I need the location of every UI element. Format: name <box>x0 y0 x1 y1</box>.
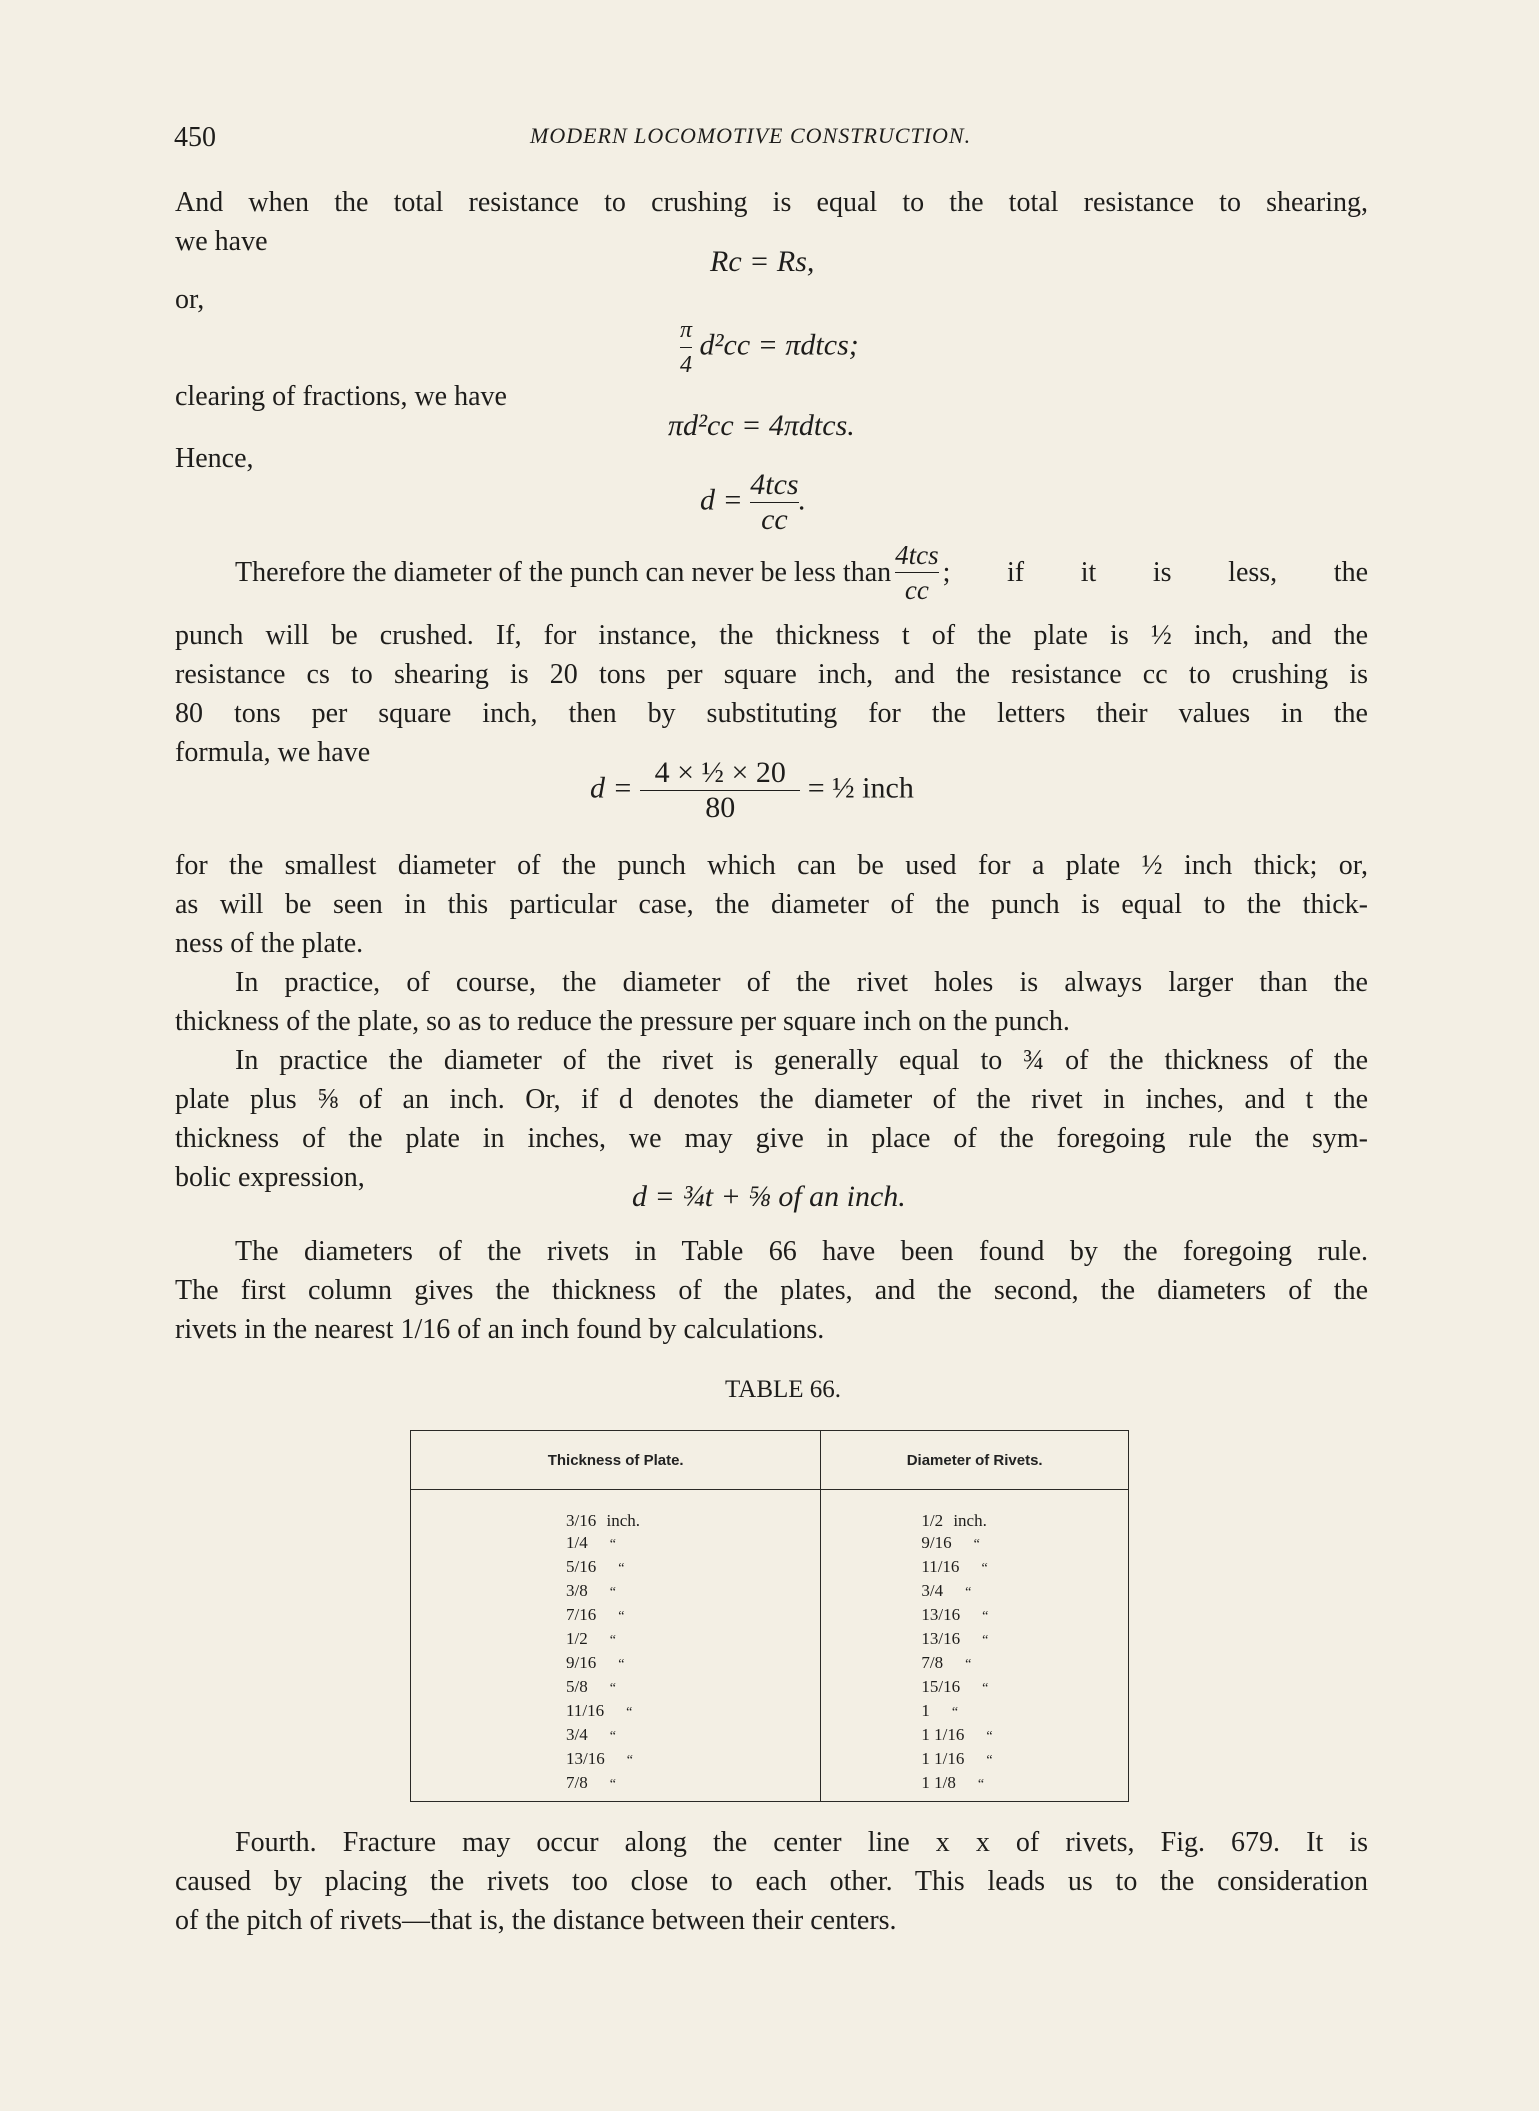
text-line: 80 tons per square inch, then by substituting for the letters their values in the <box>175 698 1368 729</box>
text-line: caused by placing the rivets too close to each other. This leads us to the consideration <box>175 1866 1368 1897</box>
fraction-denominator: cc <box>904 575 929 605</box>
table-value: 13/16 <box>921 1629 961 1648</box>
table-cell <box>566 1724 819 1748</box>
unit-label: inch. <box>602 1511 641 1530</box>
text-line: as will be seen in this particular case, the diameter of the punch is equal to the thick- <box>175 889 1368 920</box>
text-line: Therefore the diameter of the punch can never be less than <box>235 557 892 588</box>
fraction-denominator: 80 <box>705 791 736 824</box>
rivet-diameter-column <box>821 1490 1129 1802</box>
fraction-numerator: 4tcs <box>750 468 799 501</box>
text-line: thickness of the plate, so as to reduce the pressure per square inch on the punch. <box>175 1006 1070 1037</box>
equation-5 <box>590 758 914 823</box>
fraction-denominator: 4 <box>680 352 693 378</box>
ditto-mark: “ <box>618 1609 625 1624</box>
text-line: thickness of the plate in inches, we may give in place of the foregoing rule the sym- <box>175 1123 1368 1154</box>
table-value: 5/16 <box>566 1557 597 1576</box>
table-value: 7/16 <box>566 1605 597 1624</box>
text-line: Fourth. Fracture may occur along the center line x x of rivets, Fig. 679. It is <box>235 1827 1368 1858</box>
table-value: 15/16 <box>921 1677 961 1696</box>
table-cell <box>921 1628 1127 1652</box>
text-or: or, <box>175 284 205 315</box>
table-cell <box>566 1652 819 1676</box>
text-line: we have <box>175 226 268 257</box>
table-value: 3/8 <box>566 1581 588 1600</box>
inline-fraction <box>895 540 939 605</box>
plate-thickness-column <box>411 1490 821 1802</box>
ditto-mark: “ <box>626 1705 633 1720</box>
equation-6: d = ¾t + ⅝ of an inch. <box>632 1180 906 1213</box>
ditto-mark: “ <box>977 1777 985 1792</box>
ditto-mark: “ <box>973 1537 980 1552</box>
table-cell <box>566 1628 819 1652</box>
text-clearing: clearing of fractions, we have <box>175 381 507 412</box>
table-value: 3/4 <box>566 1725 588 1744</box>
ditto-mark: “ <box>618 1561 625 1576</box>
table-value: 7/8 <box>566 1773 588 1792</box>
text-line: punch will be crushed. If, for instance, the thickness t of the plate is ½ inch, and the <box>175 620 1368 651</box>
table-cell <box>921 1676 1127 1700</box>
text-line: The first column gives the thickness of the plates, and the second, the diameters of the <box>175 1275 1368 1306</box>
ditto-mark: “ <box>986 1753 993 1768</box>
table-value: 11/16 <box>921 1557 960 1576</box>
paragraph-5 <box>175 963 1368 1041</box>
ditto-mark: “ <box>965 1657 972 1672</box>
paragraph-8 <box>175 1823 1368 1940</box>
table-cell <box>566 1772 819 1796</box>
ditto-mark: “ <box>986 1729 993 1744</box>
table-value: 11/16 <box>566 1701 605 1720</box>
equation-1: Rc = Rs, <box>710 245 815 278</box>
ditto-mark: “ <box>951 1705 959 1720</box>
equation-2-fraction <box>680 315 692 380</box>
text-line: The diameters of the rivets in Table 66 have been found by the foregoing rule. <box>235 1236 1368 1267</box>
table-value: 3/4 <box>921 1581 944 1600</box>
text-line: In practice, of course, the diameter of the rivet holes is always larger than the <box>235 967 1368 998</box>
fraction-numerator: π <box>680 317 693 343</box>
paragraph-6 <box>175 1041 1368 1197</box>
table-cell <box>921 1580 1127 1604</box>
equation-5-lhs: d = <box>590 771 633 805</box>
equation-4-fraction <box>750 470 798 535</box>
text-hence: Hence, <box>175 443 254 474</box>
table-cell <box>566 1510 819 1532</box>
table-cell <box>566 1700 819 1724</box>
table-value: 1/2 <box>566 1629 588 1648</box>
table-cell <box>921 1652 1127 1676</box>
ditto-mark: “ <box>609 1681 616 1696</box>
text-line: rivets in the nearest 1/16 of an inch found by calculations. <box>175 1314 825 1345</box>
ditto-mark: “ <box>609 1537 616 1552</box>
table-value: 13/16 <box>566 1749 605 1768</box>
table-cell <box>921 1532 1127 1556</box>
equation-4-lhs: d = <box>700 483 743 517</box>
table-cell <box>921 1724 1127 1748</box>
fraction-numerator: 4tcs <box>895 540 939 570</box>
text-line: ness of the plate. <box>175 928 364 959</box>
ditto-mark: “ <box>981 1561 988 1576</box>
table-header: Diameter of Rivets. <box>821 1431 1129 1490</box>
ditto-mark: “ <box>982 1681 989 1696</box>
table-value: 1/4 <box>566 1533 588 1552</box>
text-line: formula, we have <box>175 737 371 768</box>
table-cell <box>921 1604 1127 1628</box>
equation-2 <box>680 315 859 380</box>
table-cell <box>921 1510 1127 1532</box>
fraction-denominator: cc <box>761 503 788 536</box>
table-value: 13/16 <box>921 1605 961 1624</box>
table-cell <box>921 1772 1127 1796</box>
table-cell <box>566 1676 819 1700</box>
text-line: ; if it is less, the <box>942 557 1368 588</box>
ditto-mark: “ <box>609 1633 616 1648</box>
text-line: for the smallest diameter of the punch which can be used for a plate ½ inch thick; or, <box>175 850 1368 881</box>
text-line: In practice the diameter of the rivet is generally equal to ¾ of the thickness of the <box>235 1045 1368 1076</box>
table-value: 1 1/8 <box>921 1773 956 1792</box>
table-value: 9/16 <box>566 1653 597 1672</box>
table-value: 3/16 <box>566 1511 597 1530</box>
table-cell <box>566 1748 819 1772</box>
text-line: of the pitch of rivets—that is, the distance between their centers. <box>175 1905 897 1936</box>
running-title: MODERN LOCOMOTIVE CONSTRUCTION. <box>530 123 972 148</box>
ditto-mark: “ <box>609 1777 616 1792</box>
ditto-mark: “ <box>609 1585 616 1600</box>
table-caption: TABLE 66. <box>725 1376 842 1403</box>
ditto-mark: “ <box>626 1753 633 1768</box>
page-number: 450 <box>174 122 216 153</box>
equation-3: πd²cc = 4πdtcs. <box>668 409 855 442</box>
equation-4-end: . <box>798 483 807 517</box>
table-header: Thickness of Plate. <box>411 1431 821 1490</box>
text-line: resistance cs to shearing is 20 tons per square inch, and the resistance cc to crushing is <box>175 659 1368 690</box>
text-line: plate plus ⅝ of an inch. Or, if d denotes the diameter of the rivet in inches, and t the <box>175 1084 1368 1115</box>
table-value: 1 1/16 <box>921 1749 965 1768</box>
paragraph-2-line <box>235 540 1368 605</box>
table-cell <box>566 1580 819 1604</box>
ditto-mark: “ <box>982 1633 989 1648</box>
paragraph-3 <box>175 616 1368 772</box>
equation-2-rest: d²cc = πdtcs; <box>699 328 859 362</box>
equation-4 <box>700 470 806 535</box>
table-value: 1/2 <box>921 1511 944 1530</box>
table-value: 1 <box>921 1701 930 1720</box>
text-line: bolic expression, <box>175 1162 365 1193</box>
ditto-mark: “ <box>982 1609 989 1624</box>
equation-5-rhs: = ½ inch <box>807 771 914 805</box>
table-cell <box>921 1556 1127 1580</box>
table-cell <box>566 1532 819 1556</box>
table-cell <box>921 1748 1127 1772</box>
table-66 <box>410 1430 1129 1802</box>
table-value: 9/16 <box>921 1533 952 1552</box>
table-cell <box>566 1556 819 1580</box>
unit-label: inch. <box>949 1511 987 1530</box>
table-cell <box>921 1700 1127 1724</box>
ditto-mark: “ <box>965 1585 972 1600</box>
text-line: And when the total resistance to crushing is equal to the total resistance to shearing, <box>175 187 1368 218</box>
table-value: 7/8 <box>921 1653 944 1672</box>
table-value: 5/8 <box>566 1677 588 1696</box>
table-cell <box>566 1604 819 1628</box>
table-value: 1 1/16 <box>921 1725 965 1744</box>
paragraph-4 <box>175 846 1368 963</box>
fraction-numerator: 4 × ½ × 20 <box>654 756 786 789</box>
equation-5-fraction <box>640 758 800 823</box>
ditto-mark: “ <box>609 1729 616 1744</box>
paragraph-7 <box>175 1232 1368 1349</box>
ditto-mark: “ <box>618 1657 625 1672</box>
